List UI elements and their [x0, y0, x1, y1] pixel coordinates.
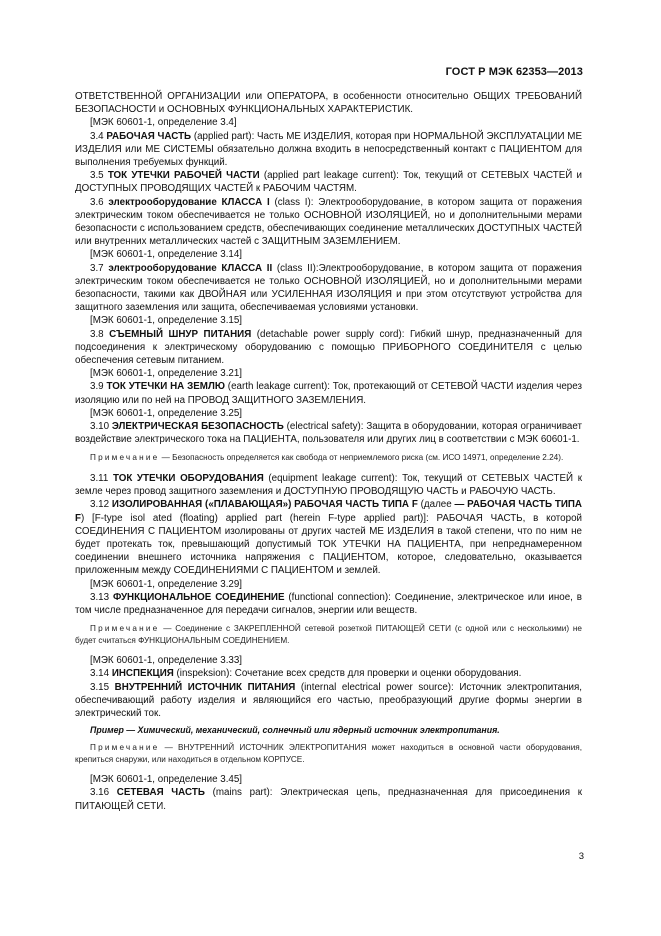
document-header: ГОСТ Р МЭК 62353—2013 [445, 66, 583, 78]
reference: [МЭК 60601-1, определение 3.21] [90, 368, 243, 380]
note [75, 452, 582, 464]
definition-3-10 [75, 420, 582, 446]
definition-text: (electrical safety): Защита в оборудовании, которая ограничивает воздействие электрического тока на ПАЦИЕНТА, пользователя или других лиц в соответствии с МЭК 60601-1. [75, 421, 582, 446]
definition-text: ) [F-type isol ated (floating) applied part (herein F-type applied part)]: РАБОЧАЯ ЧАСТЬ, в которой СОЕДИНЕНИЯ С ПАЦИЕНТОМ изолированы от других частей МЕ ИЗДЕЛИЯ в такой степени, что по ним не будет протекать ток, превышающий допустимый ТОК УТЕЧКИ НА ПАЦИЕНТА, при непреднамеренном соединении внешнего источника напряжения с ПАЦИЕНТОМ, которое, следовательно, оказывается приложенным между СОЕДИНЕНИЯМИ С ПАЦИЕНТОМ и землей. [75, 512, 582, 577]
example: Пример — Химический, механический, солнечный или ядерный источник электропитания. [90, 725, 500, 736]
definition-text: (далее [417, 499, 455, 511]
reference: [МЭК 60601-1, определение 3.4] [90, 117, 237, 129]
reference: [МЭК 60601-1, определение 3.15] [90, 315, 243, 327]
definition-3-5 [75, 169, 582, 195]
definition-3-12 [75, 498, 582, 577]
intro-paragraph: ОТВЕТСТВЕННОЙ ОРГАНИЗАЦИИ или ОПЕРАТОРА, в особенности относительно ОБЩИХ ТРЕБОВАНИЙ БЕЗОПАСНОСТИ и ОСНОВНЫХ ФУНКЦИОНАЛЬНЫХ ХАРАКТЕРИСТИК. [75, 91, 582, 116]
definition-term: ИНСПЕКЦИЯ [111, 668, 174, 680]
reference: [МЭК 60601-1, определение 3.33] [90, 655, 243, 667]
section-number: 3.16 [90, 787, 110, 799]
note [75, 742, 582, 765]
page-number: 3 [578, 851, 584, 862]
definition-term: СЪЕМНЫЙ ШНУР ПИТАНИЯ [109, 328, 252, 340]
reference: [МЭК 60601-1, определение 3.25] [90, 407, 243, 419]
reference: [МЭК 60601-1, определение 3.29] [90, 578, 243, 590]
section-number: 3.13 [90, 591, 110, 603]
note [75, 623, 582, 646]
note-text: — Безопасность определяется как свобода от неприемлемого риска (см. ИСО 14971, определение 2.24). [159, 453, 564, 463]
definition-3-14 [75, 667, 582, 680]
definition-3-16 [75, 786, 582, 812]
definition-term: ВНУТРЕННИЙ ИСТОЧНИК ПИТАНИЯ [114, 681, 296, 693]
section-number: 3.7 [90, 262, 104, 274]
definition-text: (earth leakage current): Ток, протекающий от СЕТЕВОЙ ЧАСТИ изделия через изоляцию или по ней на ПРОВОД ЗАЩИТНОГО ЗАЗЕМЛЕНИЯ. [75, 381, 582, 406]
definition-term: ТОК УТЕЧКИ НА ЗЕМЛЮ [106, 381, 225, 393]
definition-3-7 [75, 262, 582, 315]
section-number: 3.14 [90, 668, 110, 680]
definition-text: (functional connection): Соединение, электрическое или иное, в том числе предназначенное для передачи сигналов, энергии или веществ. [75, 591, 582, 617]
definition-term: РАБОЧАЯ ЧАСТЬ [106, 130, 192, 142]
definition-3-11 [75, 472, 582, 498]
definition-term-short: — РАБОЧАЯ ЧАСТЬ ТИПА F [75, 499, 582, 524]
definition-term: электрооборудование КЛАССА I [108, 196, 270, 208]
definition-term: ТОК УТЕЧКИ ОБОРУДОВАНИЯ [112, 472, 264, 484]
reference: [МЭК 60601-1, определение 3.14] [90, 249, 243, 261]
section-number: 3.15 [90, 681, 110, 693]
document-body [75, 90, 582, 813]
note-text: — Соединение с ЗАКРЕПЛЕННОЙ сетевой розеткой ПИТАЮЩЕЙ СЕТИ (с одной или с несколькими) не будет считаться ФУНКЦИОНАЛЬНЫМ СОЕДИНЕНИЕМ. [75, 624, 582, 645]
definition-term: ЭЛЕКТРИЧЕСКАЯ БЕЗОПАСНОСТЬ [111, 421, 284, 433]
section-number: 3.8 [90, 328, 104, 340]
note-label: Примечание [90, 743, 160, 753]
definition-text: (class I): Электрооборудование, в котором защита от поражения электрическим током обеспечивается не только ОСНОВНОЙ ИЗОЛЯЦИЕЙ, но и дополнительными мерами безопасности с использованием средств, обеспечивающих соединение металлических ДОСТУПНЫХ ЧАСТЕЙ или внутренних металлических частей с ЗАЩИТНЫМ ЗАЗЕМЛЕНИЕМ. [75, 196, 582, 248]
definition-text: (detachable power supply cord): Гибкий шнур, предназначенный для подсоединения к электрическому оборудованию с помощью ПРИБОРНОГО СОЕДИНИТЕЛЯ с целью обеспечения сетевым питанием. [75, 328, 583, 367]
section-number: 3.4 [90, 130, 104, 142]
definition-term: ИЗОЛИРОВАННАЯ («ПЛАВАЮЩАЯ») РАБОЧАЯ ЧАСТЬ ТИПА F [111, 499, 418, 511]
definition-text: (internal electrical power source): Источник электропитания, обеспечивающий работу изделия и являющийся его частью, преобразующий другие формы энергии в электрический ток. [75, 681, 582, 720]
definition-3-13 [75, 591, 582, 617]
definition-3-9 [75, 380, 582, 406]
definition-text: (equipment leakage current): Ток, текущий от СЕТЕВЫХ ЧАСТЕЙ к земле через провод защитного заземления и ДОСТУПНУЮ ПРОВОДЯЩУЮ ЧАСТЬ и РАБОЧУЮ ЧАСТЬ. [75, 472, 582, 498]
reference: [МЭК 60601-1, определение 3.45] [90, 774, 243, 786]
definition-3-8 [75, 328, 582, 368]
definition-text: (class II):Электрооборудование, в котором защита от поражения электрическим током обеспечивается не только ОСНОВНОЙ ИЗОЛЯЦИЕЙ, но и дополнительными мерами безопасности, такими как ДВОЙНАЯ или УСИЛЕННАЯ ИЗОЛЯЦИЯ и при этом отсутствуют устройства для защитного заземления или защита, обеспечиваемая условиями установки. [75, 262, 582, 314]
definition-text: (inspeksion): Сочетание всех средств для проверки и оценки оборудования. [173, 668, 522, 680]
definition-term: ТОК УТЕЧКИ РАБОЧЕЙ ЧАСТИ [107, 170, 260, 182]
definition-term: ФУНКЦИОНАЛЬНОЕ СОЕДИНЕНИЕ [112, 591, 285, 603]
section-number: 3.10 [90, 421, 110, 433]
section-number: 3.11 [90, 472, 109, 484]
section-number: 3.5 [90, 170, 104, 182]
definition-3-6 [75, 196, 582, 249]
definition-term: электрооборудование КЛАССА II [108, 262, 273, 274]
note-text: — ВНУТРЕННИЙ ИСТОЧНИК ЭЛЕКТРОПИТАНИЯ может находиться в основной части оборудования, крепиться снаружи, или находиться в отдельном КОРПУСЕ. [75, 743, 582, 764]
definition-3-15 [75, 681, 582, 721]
section-number: 3.12 [90, 499, 110, 511]
definition-3-4 [75, 130, 582, 170]
note-label: Примечание [90, 624, 160, 634]
definition-text: (applied part leakage current): Ток, текущий от СЕТЕВЫХ ЧАСТЕЙ и ДОСТУПНЫХ ПРОВОДЯЩИХ ЧАСТЕЙ к РАБОЧИМ ЧАСТЯМ. [75, 170, 582, 195]
section-number: 3.9 [90, 381, 104, 393]
section-number: 3.6 [90, 196, 104, 208]
note-label: Примечание [90, 453, 160, 463]
definition-text: (applied part): Часть МЕ ИЗДЕЛИЯ, которая при НОРМАЛЬНОЙ ЭКСПЛУАТАЦИИ МЕ ИЗДЕЛИЯ или МЕ СИСТЕМЫ обязательно должна входить в непосредственный контакт с ПАЦИЕНТОМ для выполнения требуемых функций. [75, 130, 582, 169]
definition-text: (mains part): Электрическая цепь, предназначенная для присоединения к ПИТАЮЩЕЙ СЕТИ. [75, 787, 582, 812]
definition-term: СЕТЕВАЯ ЧАСТЬ [116, 787, 205, 799]
